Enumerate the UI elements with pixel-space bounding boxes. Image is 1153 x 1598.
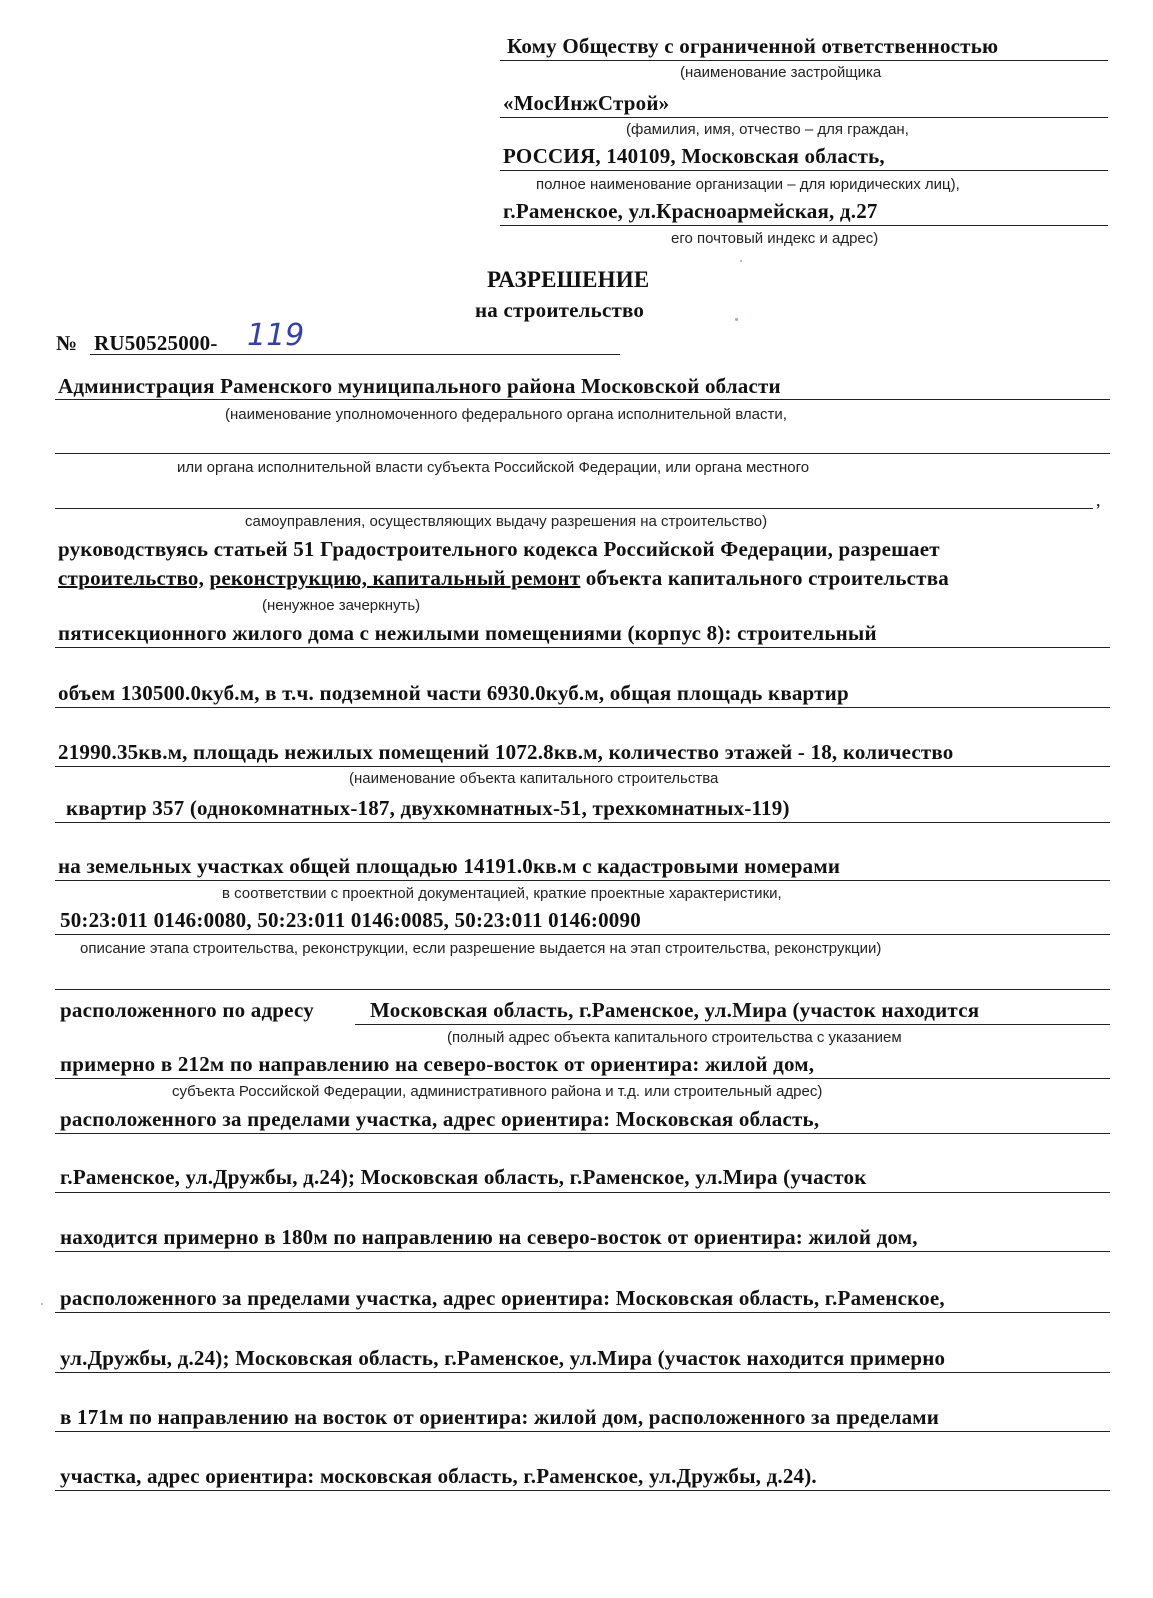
permit-clause-line-2 bbox=[58, 566, 949, 591]
object-line-1: пятисекционного жилого дома с нежилыми помещениями (корпус 8): строительный bbox=[58, 621, 877, 645]
handwritten-number: 119 bbox=[247, 318, 305, 353]
scan-speck bbox=[740, 260, 742, 262]
authority-comma: , bbox=[1096, 490, 1101, 510]
object-rule-6 bbox=[55, 934, 1110, 935]
address-rule-2 bbox=[55, 1078, 1110, 1079]
addressee-rule-4 bbox=[500, 225, 1108, 226]
address-label: расположенного по адресу bbox=[60, 998, 314, 1022]
object-line-5: на земельных участках общей площадью 14191.0кв.м с кадастровыми номерами bbox=[58, 854, 841, 878]
addressee-rule-1 bbox=[500, 60, 1108, 61]
cadastral-numbers: 50:23:011 0146:0080, 50:23:011 0146:0085, 50:23:011 0146:0090 bbox=[60, 908, 641, 932]
authority-caption-1: (наименование уполномоченного федерального органа исполнительной власти, bbox=[225, 406, 787, 423]
object-line-4: квартир 357 (однокомнатных-187, двухкомнатных-51, трехкомнатных-119) bbox=[66, 796, 790, 820]
address-rule-5 bbox=[55, 1251, 1110, 1252]
address-line-3: расположенного за пределами участка, адрес ориентира: Московская область, bbox=[60, 1107, 820, 1131]
permit-number-code: RU50525000- bbox=[94, 331, 218, 355]
address-rule-8 bbox=[55, 1431, 1110, 1432]
address-line-4: г.Раменское, ул.Дружбы, д.24); Московская область, г.Раменское, ул.Мира (участок bbox=[60, 1165, 867, 1189]
address-line-1: Московская область, г.Раменское, ул.Мира (участок находится bbox=[370, 998, 980, 1022]
object-line-2: объем 130500.0куб.м, в т.ч. подземной части 6930.0куб.м, общая площадь квартир bbox=[58, 681, 849, 705]
document-subtitle: на строительство bbox=[475, 298, 645, 322]
address-rule-4 bbox=[55, 1192, 1110, 1193]
permit-struck-options: реконструкцию, капитальный ремонт bbox=[209, 566, 581, 590]
permit-kept-option: строительство, bbox=[58, 566, 205, 590]
addressee-line-2: «МосИнжСтрой» bbox=[503, 91, 670, 115]
object-rule-5 bbox=[55, 880, 1110, 881]
permit-caption: (ненужное зачеркнуть) bbox=[262, 597, 421, 614]
permit-clause-rest: объекта капитального строительства bbox=[585, 566, 949, 590]
scan-speck bbox=[41, 1303, 43, 1305]
object-rule-4 bbox=[55, 822, 1110, 823]
address-rule-9 bbox=[55, 1490, 1110, 1491]
address-line-2: примерно в 212м по направлению на северо-восток от ориентира: жилой дом, bbox=[60, 1052, 815, 1076]
addressee-caption-3: полное наименование организации – для юридических лиц), bbox=[536, 176, 960, 193]
object-line-3: 21990.35кв.м, площадь нежилых помещений 1072.8кв.м, количество этажей - 18, количество bbox=[58, 740, 954, 764]
object-rule-2 bbox=[55, 707, 1110, 708]
address-line-5: находится примерно в 180м по направлению на северо-восток от ориентира: жилой дом, bbox=[60, 1225, 918, 1249]
address-line-7: ул.Дружбы, д.24); Московская область, г.Раменское, ул.Мира (участок находится примерно bbox=[60, 1346, 946, 1370]
addressee-caption-4: его почтовый индекс и адрес) bbox=[671, 230, 879, 247]
object-caption-2: в соответствии с проектной документацией, краткие проектные характеристики, bbox=[222, 885, 782, 902]
authority-rule-3 bbox=[55, 508, 1093, 509]
document-title: РАЗРЕШЕНИЕ bbox=[487, 267, 650, 292]
authority-name: Администрация Раменского муниципального района Московской области bbox=[58, 374, 781, 398]
addressee-rule-2 bbox=[500, 117, 1108, 118]
addressee-caption-1: (наименование застройщика bbox=[680, 64, 882, 81]
addressee-line-4: г.Раменское, ул.Красноармейская, д.27 bbox=[503, 199, 878, 223]
permit-clause-line-1: руководствуясь статьей 51 Градостроительного кодекса Российской Федерации, разрешает bbox=[58, 537, 940, 561]
object-rule-3 bbox=[55, 766, 1110, 767]
addressee-caption-2: (фамилия, имя, отчество – для граждан, bbox=[626, 121, 909, 138]
number-rule bbox=[90, 354, 620, 355]
authority-rule-1 bbox=[55, 399, 1110, 400]
object-caption-3: описание этапа строительства, реконструкции, если разрешение выдается на этап строительства, реконструкции) bbox=[80, 940, 882, 957]
address-rule-1 bbox=[355, 1024, 1110, 1025]
address-line-6: расположенного за пределами участка, адрес ориентира: Московская область, г.Раменское, bbox=[60, 1286, 945, 1310]
address-caption-2: субъекта Российской Федерации, административного района и т.д. или строительный адрес) bbox=[172, 1083, 823, 1100]
scan-speck bbox=[735, 318, 738, 321]
number-prefix: № bbox=[56, 331, 78, 355]
authority-rule-2 bbox=[55, 453, 1110, 454]
address-line-9: участка, адрес ориентира: московская область, г.Раменское, ул.Дружбы, д.24). bbox=[60, 1464, 817, 1488]
addressee-line-1: Кому Обществу с ограниченной ответственностью bbox=[507, 34, 999, 58]
address-rule-7 bbox=[55, 1372, 1110, 1373]
object-caption-1: (наименование объекта капитального строительства bbox=[349, 770, 719, 787]
authority-caption-3: самоуправления, осуществляющих выдачу разрешения на строительство) bbox=[245, 513, 768, 530]
addressee-rule-3 bbox=[500, 170, 1108, 171]
address-line-8: в 171м по направлению на восток от ориентира: жилой дом, расположенного за пределами bbox=[60, 1405, 940, 1429]
address-rule-3 bbox=[55, 1133, 1110, 1134]
address-rule-6 bbox=[55, 1312, 1110, 1313]
address-caption-1: (полный адрес объекта капитального строительства с указанием bbox=[447, 1029, 902, 1046]
object-rule-7 bbox=[55, 989, 1110, 990]
object-rule-1 bbox=[55, 647, 1110, 648]
addressee-line-3: РОССИЯ, 140109, Московская область, bbox=[503, 144, 885, 168]
authority-caption-2: или органа исполнительной власти субъекта Российской Федерации, или органа местного bbox=[177, 459, 810, 476]
